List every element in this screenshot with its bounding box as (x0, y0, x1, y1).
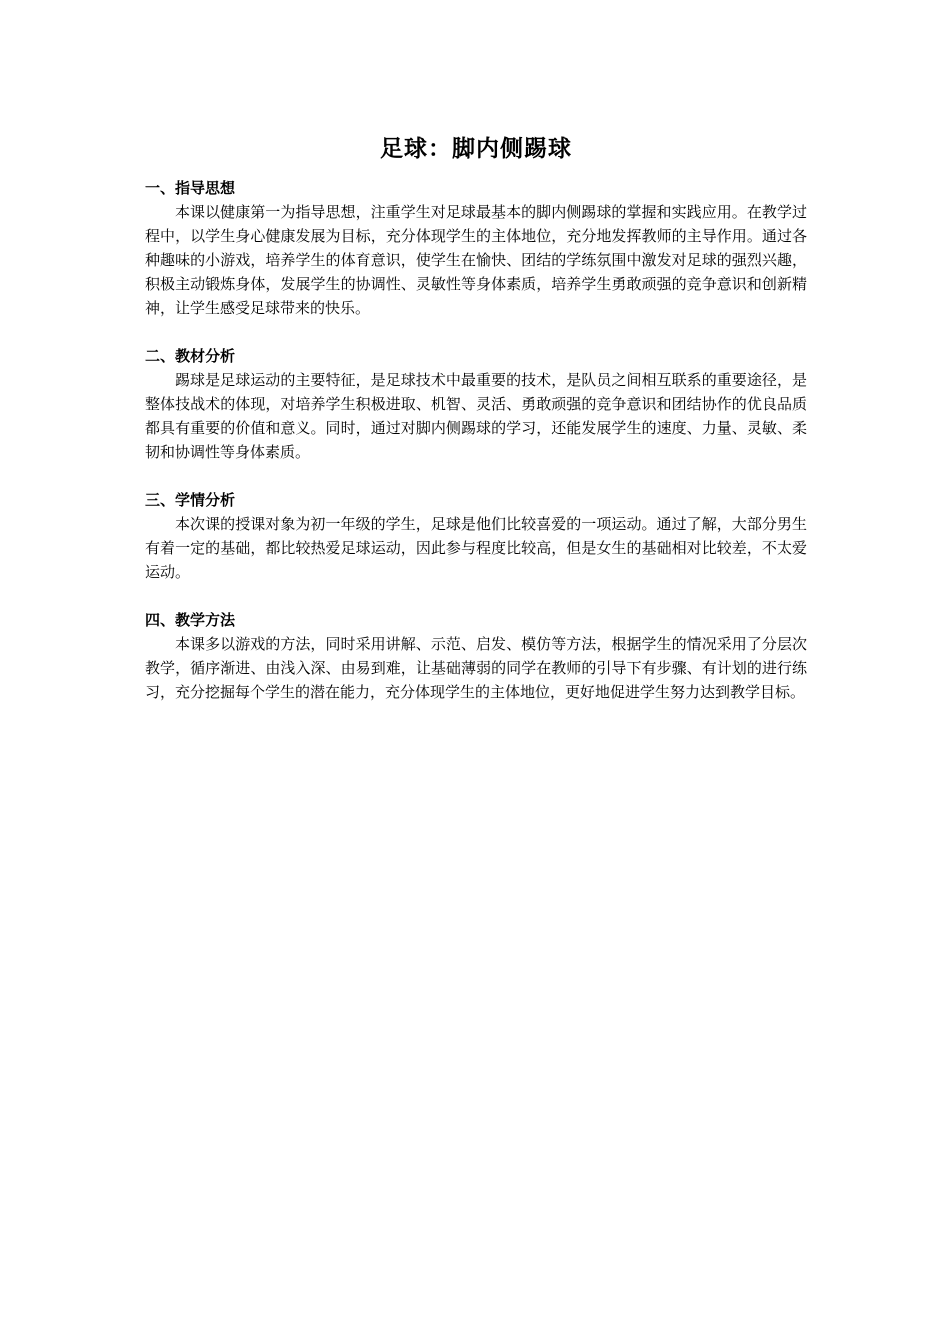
section-heading: 四、教学方法 (145, 611, 236, 629)
section-heading: 三、学情分析 (145, 491, 236, 509)
section-heading: 二、教材分析 (145, 347, 236, 365)
document-title: 足球：脚内侧踢球 (380, 136, 572, 162)
section-heading: 一、指导思想 (145, 179, 236, 197)
section-body: 本课以健康第一为指导思想，注重学生对足球最基本的脚内侧踢球的掌握和实践应用。在教学过程中，以学生身心健康发展为目标，充分体现学生的主体地位，充分地发挥教师的主导作用。通过各种趣味的小游戏，培养学生的体育意识，使学生在愉快、团结的学练氛围中激发对足球的强烈兴趣，积极主动锻炼身体，发展学生的协调性、灵敏性等身体素质，培养学生勇敢顽强的竞争意识和创新精神，让学生感受足球带来的快乐。 (145, 203, 807, 317)
section-student-analysis (145, 488, 807, 584)
section-body: 本课多以游戏的方法，同时采用讲解、示范、启发、模仿等方法，根据学生的情况采用了分层次教学，循序渐进、由浅入深、由易到难，让基础薄弱的同学在教师的引导下有步骤、有计划的进行练习，充分挖掘每个学生的潜在能力，充分体现学生的主体地位，更好地促进学生努力达到教学目标。 (145, 635, 807, 701)
section-body: 踢球是足球运动的主要特征，是足球技术中最重要的技术，是队员之间相互联系的重要途径，是整体技战术的体现，对培养学生积极进取、机智、灵活、勇敢顽强的竞争意识和团结协作的优良品质都具有重要的价值和意义。同时，通过对脚内侧踢球的学习，还能发展学生的速度、力量、灵敏、柔韧和协调性等身体素质。 (145, 371, 807, 461)
document-content (145, 132, 807, 728)
section-material-analysis (145, 344, 807, 464)
section-teaching-method (145, 608, 807, 704)
section-guiding-thought (145, 176, 807, 320)
section-body: 本次课的授课对象为初一年级的学生，足球是他们比较喜爱的一项运动。通过了解，大部分男生有着一定的基础，都比较热爱足球运动，因此参与程度比较高，但是女生的基础相对比较差，不太爱运动。 (145, 515, 807, 581)
